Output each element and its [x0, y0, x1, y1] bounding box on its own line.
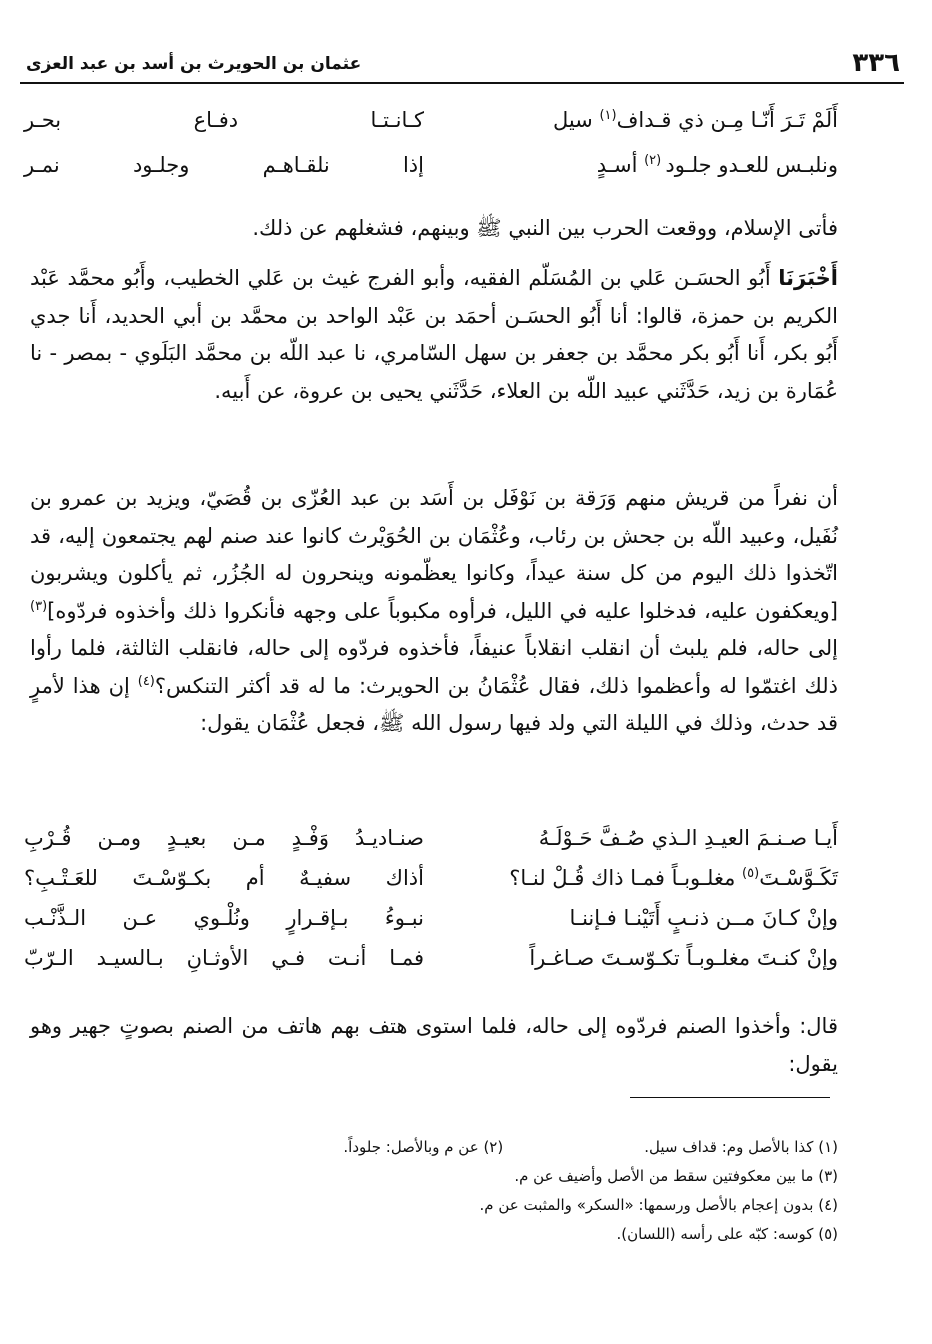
verse-line	[24, 906, 838, 946]
verse-first-hemistich: ونلبـس للعـدو جلـود $^{(٢)}$ أسـدٍ	[596, 153, 838, 177]
footnote-item	[150, 1191, 838, 1220]
paragraph-text: قال: وأخذوا الصنم فردّوه إلى حاله، فلما استوى هتف بهم هاتف من الصنم بصوتٍ جهير وهو يقول:	[30, 1014, 838, 1076]
verse-first-hemistich: تَكَـوَّسْـتَ$^{(٥)}$ مغلـوبـاً فمـا ذاك قُـلْ لنـا؟	[509, 866, 838, 890]
paragraph-3	[30, 480, 838, 743]
footnotes	[150, 1133, 838, 1249]
verse-first-hemistich: أَيـا صـنـمَ العيـدِ الـذي صُـفَّ حَـوْلَـهُ	[538, 826, 838, 850]
footnote-text: بدون إعجام بالأصل ورسمها: «السكر» والمثبت عن م.	[479, 1196, 814, 1214]
footnote-number: (٥)	[818, 1225, 838, 1243]
footnote-text: كذا بالأصل وم: قداف سيل.	[644, 1138, 814, 1156]
footnote-item	[150, 1133, 838, 1162]
poem-2	[24, 826, 838, 986]
paragraph-1	[30, 210, 838, 248]
paragraph-2	[30, 260, 838, 410]
paragraph-text: إلى حاله، فلم يلبث أن انقلب انقلاباً عنيفاً، فأخذوه فردّوه إلى حاله، فانقلب الثالثة، فلما رأوا ذلك اغتمّوا له وأعظموا ذلك، فقال عُثْمَانُ بن الحويرث: ما له قد أكثر التنكس؟	[30, 636, 838, 698]
paragraph-text: أَبُو الحسَـن عَلي بن المُسَلّم الفقيه، وأبو الفرج غيث بن عَلي الخطيب، وأَبُو محمَّد عَبْد الكريم بن حمزة، قالوا: أنا أَبُو الحسَـن أحمَد بن عَبْد الواحد بن محمَّد بن أبي الحديد، أَنا جدي أَبُو بكر، أَنا أَبُو بكر محمَّد بن جعفر بن سهل السّامري، نا عبد اللّه بن محمَّد البَلَوي - بمصر - نا عُمَارة بن زيد، حَدَّثَني عبيد اللّه بن العلاء، حَدَّثَني يحيى بن عروة، عن أَبيه.	[30, 266, 838, 403]
footnote-number: (٣)	[818, 1167, 838, 1185]
verse-second-hemistich: إذا نلقـاهـم وجلـود نمـر	[24, 153, 424, 177]
footnote-ref: (٣)	[30, 598, 48, 614]
paragraph-4	[30, 1008, 838, 1083]
poem-1	[24, 108, 838, 198]
verse-line	[24, 153, 838, 198]
footnote-number: (١)	[818, 1138, 838, 1156]
running-title: عثمان بن الحويرث بن أسد بن عبد العزى	[26, 54, 362, 74]
footnote-separator	[630, 1097, 830, 1098]
isnad-lead: أَخْبَرَنَا	[778, 266, 838, 290]
verse-first-hemistich: وإنْ كنـتَ مغلـوبـاً تكـوّسـتَ صـاغـراً	[529, 946, 838, 970]
header-rule	[20, 82, 904, 84]
verse-line	[24, 946, 838, 986]
verse-second-hemistich: نبـوءُ بـإقـرارٍ ونُلْـوي عـن الـذَّنْـب	[24, 906, 424, 930]
verse-second-hemistich: فمـا أنـت فـي الأوثـانِ بـالسيـد الـرّبّ	[24, 946, 424, 970]
footnote-ref: (٢)	[644, 153, 666, 168]
paragraph-text: إن هذا لأمرٍ قد حدث، وذلك في الليلة التي ولد فيها رسول الله ﷺ، فجعل عُثْمَان يقول:	[30, 673, 838, 735]
footnote-ref: (٥)	[742, 866, 760, 881]
verse-second-hemistich: كـانـتـا دفـاع بحـر	[24, 108, 424, 132]
footnote-text: كوسه: كبّه على رأسه (اللسان).	[616, 1225, 814, 1243]
verse-line	[24, 108, 838, 153]
footnote-ref: (٤)	[137, 673, 155, 689]
footnote-number: (٤)	[818, 1196, 838, 1214]
footnote-item	[150, 1220, 838, 1249]
footnote-item	[150, 1162, 838, 1191]
verse-first-hemistich: وإنْ كـانَ مــن ذنـبٍ أَتَيْنـا فـإننـا	[569, 906, 838, 930]
paragraph-text: فأتى الإسلام، ووقعت الحرب بين النبي ﷺ وبينهم، فشغلهم عن ذلك.	[252, 216, 838, 240]
footnote-number: (٢)	[483, 1138, 504, 1156]
verse-line	[24, 826, 838, 866]
page-number: ٣٣٦	[852, 48, 900, 78]
footnote-ref: (١)	[599, 108, 617, 123]
verse-line	[24, 866, 838, 906]
page-header	[20, 48, 904, 80]
verse-first-hemistich: أَلَمْ تَـرَ أَنّـا مِـن ذي قـداف$^{(١)}$ سيل	[552, 108, 838, 132]
paragraph-text: أن نفراً من قريش منهم وَرَقة بن نَوْفَل بن أَسَد بن عبد العُزّى بن قُصَيّ، ويزيد بن عمرو بن نُفَيل، وعبيد اللّه بن جحش بن رئاب، وعُثْمَان بن الحُوَيْرث كانوا عند صنم لهم يجتمعون إليه، قد اتّخذوا ذلك اليوم من كل سنة عيداً، وكانوا يعظّمونه وينحرون له الجُزُر، ثم يأكلون ويشربون [ويعكفون عليه، فدخلوا عليه في الليل، فرأوه مكبوباً على وجهه فأنكروا ذلك وأخذوه فردّوه]	[30, 486, 838, 623]
verse-second-hemistich: صنـاديـدُ وَفْـدٍ مـن بعيـدٍ ومـن قُـرْبِ	[24, 826, 424, 850]
footnote-text: ما بين معكوفتين سقط من الأصل وأضيف عن م.	[514, 1167, 814, 1185]
verse-second-hemistich: أذاك سفيـهٌ أم بكـوّسْـتَ للعَـتْـبِ؟	[24, 866, 424, 890]
footnote-text: عن م وبالأصل: جلوداً.	[343, 1138, 479, 1156]
